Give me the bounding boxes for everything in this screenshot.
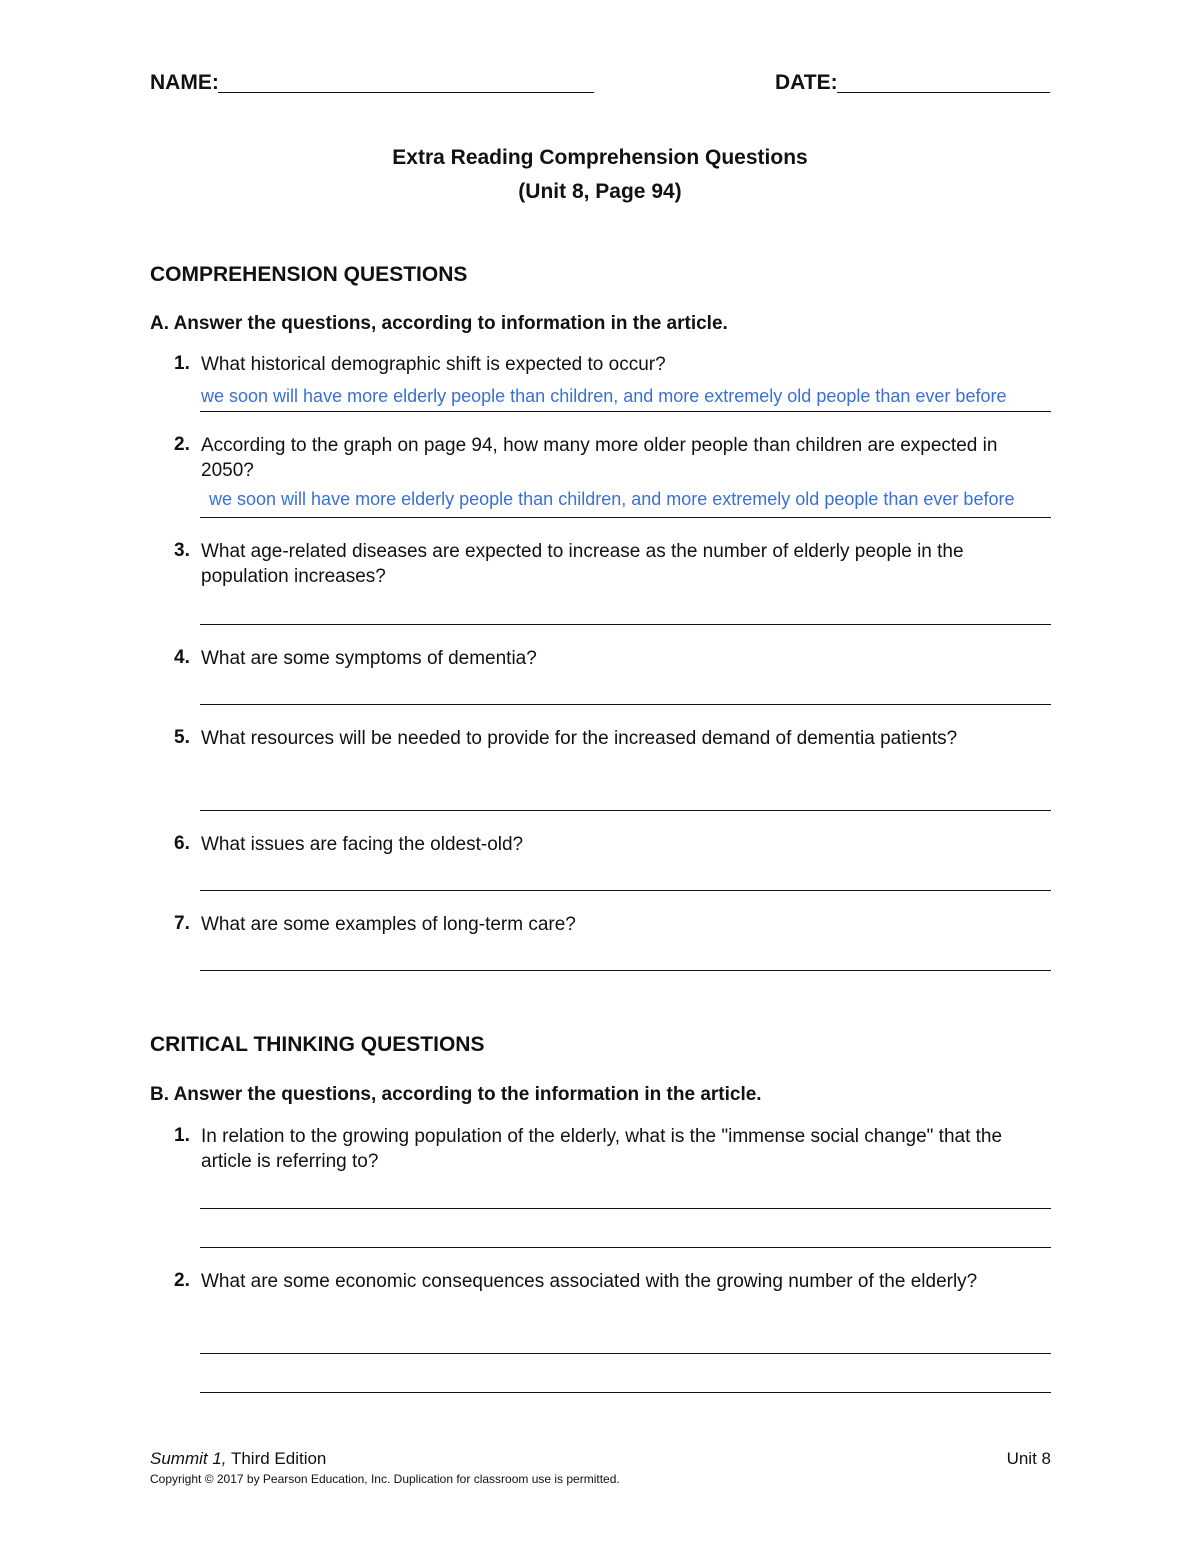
answer-line[interactable] xyxy=(200,1392,1051,1393)
comprehension-instruction: A. Answer the questions, according to information in the article. xyxy=(150,313,728,334)
question-text: According to the graph on page 94, how many more older people than children are expected in 2050? xyxy=(201,435,998,481)
answer-line[interactable] xyxy=(200,1353,1051,1354)
answer-line[interactable] xyxy=(200,704,1051,705)
question-number: 2. xyxy=(174,434,190,455)
date-label: DATE: xyxy=(775,71,838,94)
question-text: What age-related diseases are expected to increase as the number of elderly people in the population increases? xyxy=(201,541,964,587)
worksheet-title: Extra Reading Comprehension Questions xyxy=(392,146,808,169)
answer-text[interactable]: we soon will have more elderly people than children, and more extremely old people than ever before xyxy=(201,386,1007,406)
question-text: What issues are facing the oldest-old? xyxy=(201,834,524,855)
date-field[interactable] xyxy=(837,68,1050,93)
question-text: What are some symptoms of dementia? xyxy=(201,648,537,669)
name-label: NAME: xyxy=(150,71,219,94)
question-number: 6. xyxy=(174,833,190,854)
answer-line[interactable] xyxy=(200,411,1051,412)
book-title: Summit 1, xyxy=(150,1449,227,1468)
question-number: 1. xyxy=(174,353,190,374)
answer-line[interactable] xyxy=(200,517,1051,518)
answer-text[interactable]: we soon will have more elderly people than children, and more extremely old people than ever before xyxy=(209,489,1015,509)
question-number: 7. xyxy=(174,913,190,934)
question-text: In relation to the growing population of the elderly, what is the "immense social change" that the article is referring to? xyxy=(201,1126,1003,1172)
footer-unit: Unit 8 xyxy=(1006,1449,1051,1468)
critical-heading: CRITICAL THINKING QUESTIONS xyxy=(150,1033,485,1056)
answer-line[interactable] xyxy=(200,624,1051,625)
copyright-notice: Copyright © 2017 by Pearson Education, Inc. Duplication for classroom use is permitted. xyxy=(150,1472,620,1486)
question-number: 3. xyxy=(174,540,190,561)
comprehension-heading: COMPREHENSION QUESTIONS xyxy=(150,263,468,286)
name-field[interactable] xyxy=(218,68,594,93)
question-text: What resources will be needed to provide for the increased demand of dementia patients? xyxy=(201,728,958,749)
question-number: 5. xyxy=(174,727,190,748)
critical-instruction: B. Answer the questions, according to the information in the article. xyxy=(150,1084,762,1105)
answer-line[interactable] xyxy=(200,890,1051,891)
worksheet-subtitle: (Unit 8, Page 94) xyxy=(518,180,682,203)
answer-line[interactable] xyxy=(200,1208,1051,1209)
question-number: 2. xyxy=(174,1270,190,1291)
answer-line[interactable] xyxy=(200,810,1051,811)
answer-line[interactable] xyxy=(200,970,1051,971)
question-text: What are some economic consequences associated with the growing number of the elderly? xyxy=(201,1271,978,1292)
footer-book xyxy=(150,1449,326,1469)
question-number: 1. xyxy=(174,1125,190,1146)
question-text: What are some examples of long-term care? xyxy=(201,914,576,935)
question-number: 4. xyxy=(174,647,190,668)
question-text: What historical demographic shift is expected to occur? xyxy=(201,354,666,375)
answer-line[interactable] xyxy=(200,1247,1051,1248)
book-edition: Third Edition xyxy=(226,1449,327,1468)
